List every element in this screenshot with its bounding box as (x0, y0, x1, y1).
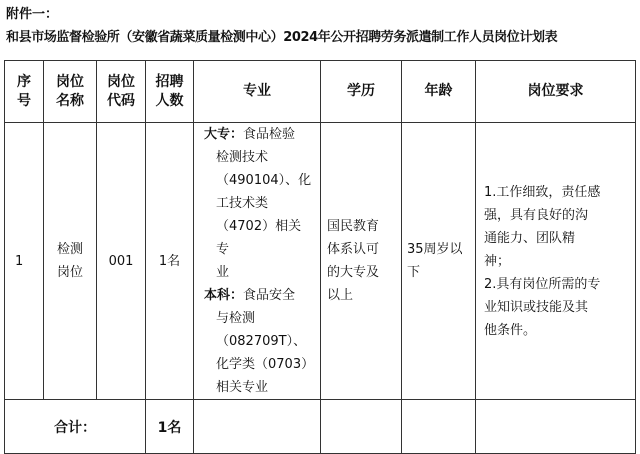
cell-count: 1名 (146, 123, 194, 400)
header-requirements: 岗位要求 (476, 61, 636, 123)
summary-label: 合计： (5, 400, 146, 454)
header-age: 年龄 (402, 61, 476, 123)
cell-major: 大专：食品检验 检测技术 （490104）、化 工技术类 （4702）相关专 业 本科：食品安全 与检测 （082709T）、 化学类（0703） 相关专业 (194, 123, 321, 400)
junior-label: 大专： (204, 127, 244, 142)
table-row (5, 123, 636, 400)
summary-empty-education (321, 400, 402, 454)
summary-empty-requirements (476, 400, 636, 454)
cell-requirements: 1.工作细致，责任感 强，具有良好的沟 通能力、团队精 神； 2.具有岗位所需的专 业知识或技能及其 他条件。 (476, 123, 636, 400)
recruitment-plan-table (4, 60, 636, 454)
document-title: 和县市场监督检验所（安徽省蔬菜质量检测中心）2024年公开招聘劳务派遣制工作人员岗位计划表 (6, 30, 558, 45)
summary-row (5, 400, 636, 454)
header-major: 专业 (194, 61, 321, 123)
summary-empty-major (194, 400, 321, 454)
summary-count: 1名 (146, 400, 194, 454)
cell-age: 35周岁以 下 (402, 123, 476, 400)
cell-post-name: 检测 岗位 (44, 123, 97, 400)
header-post-name: 岗位 名称 (44, 61, 97, 123)
header-index: 序 号 (5, 61, 44, 123)
attachment-label: 附件一： (6, 7, 59, 22)
table-header-row (5, 61, 636, 123)
bachelor-label: 本科： (204, 288, 244, 303)
header-count: 招聘 人数 (146, 61, 194, 123)
cell-education: 国民教育 体系认可 的大专及 以上 (321, 123, 402, 400)
cell-post-code: 001 (97, 123, 146, 400)
header-education: 学历 (321, 61, 402, 123)
cell-index: 1 (5, 123, 44, 400)
header-post-code: 岗位 代码 (97, 61, 146, 123)
summary-empty-age (402, 400, 476, 454)
